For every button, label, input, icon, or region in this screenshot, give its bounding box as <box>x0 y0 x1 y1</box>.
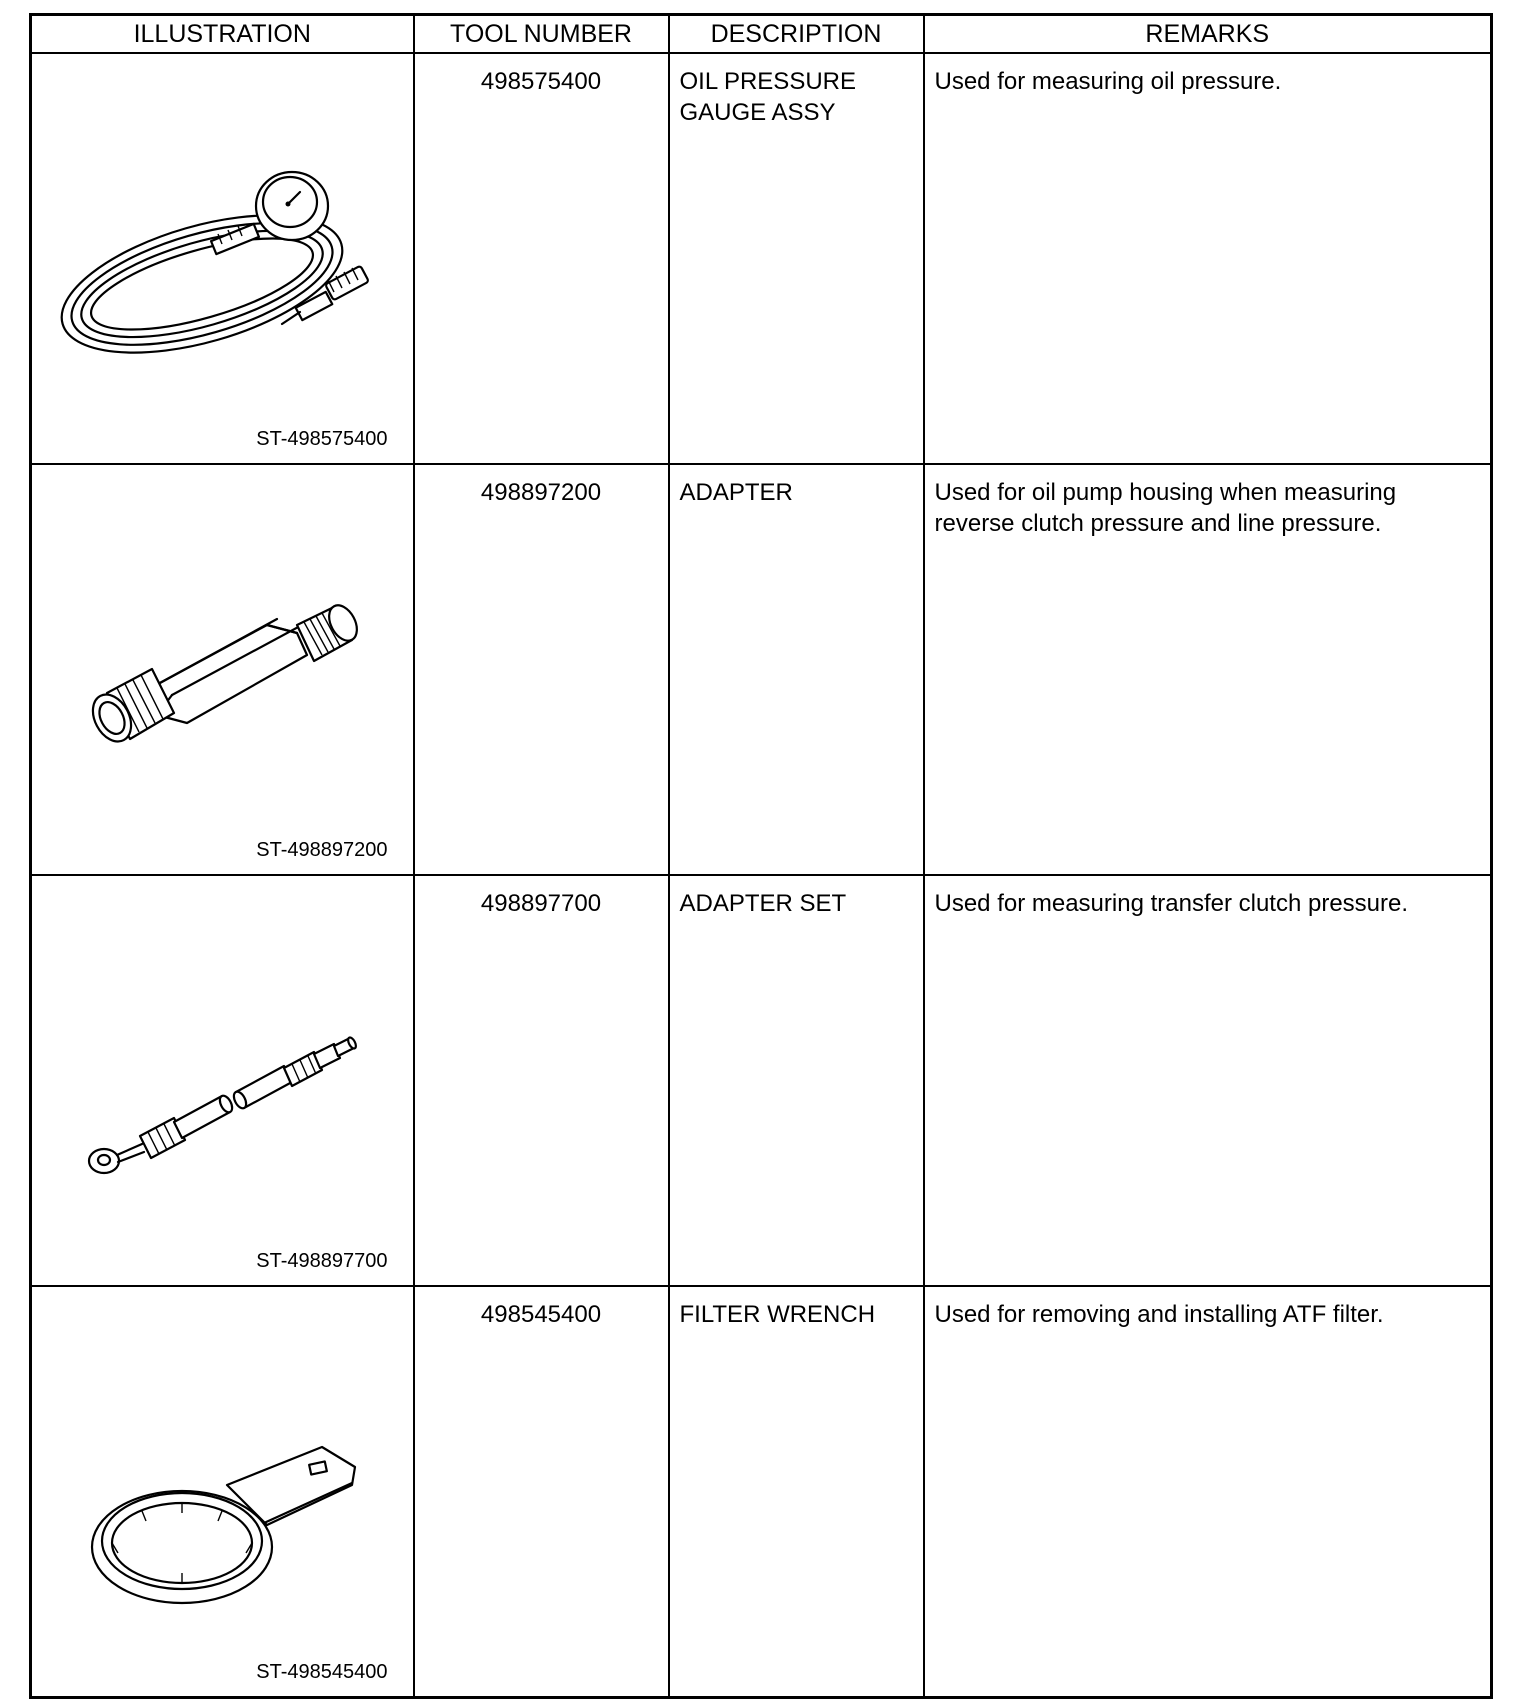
filter-wrench-icon <box>52 1367 372 1617</box>
table-header-row <box>31 15 1492 54</box>
illustration-cell <box>31 875 414 1286</box>
tool-number-cell <box>414 53 669 464</box>
tool-description: FILTER WRENCH <box>679 1301 876 1328</box>
illustration-caption: ST-498897700 <box>256 1250 388 1272</box>
adapter-icon <box>52 545 372 795</box>
remarks-cell <box>924 53 1492 464</box>
table-row <box>31 464 1492 875</box>
header-remarks: REMARKS <box>924 15 1492 54</box>
tool-description: ADAPTER SET <box>679 890 847 917</box>
description-cell <box>669 875 924 1286</box>
tool-remarks: Used for removing and installing ATF filter. <box>934 1301 1384 1328</box>
tool-number: 498897700 <box>480 890 602 917</box>
illustration-caption: ST-498575400 <box>256 428 388 450</box>
tool-number-cell <box>414 875 669 1286</box>
remarks-cell <box>924 464 1492 875</box>
header-description: DESCRIPTION <box>669 15 924 54</box>
tool-number: 498545400 <box>480 1301 602 1328</box>
tool-number: 498575400 <box>480 68 602 95</box>
special-tools-table <box>29 13 1493 1699</box>
adapter-set-icon <box>52 956 372 1206</box>
tool-number-cell <box>414 1286 669 1698</box>
table-row <box>31 53 1492 464</box>
illustration-cell <box>31 53 414 464</box>
tool-description: OIL PRESSURE GAUGE ASSY <box>679 68 856 126</box>
illustration-caption: ST-498897200 <box>256 839 388 861</box>
description-cell <box>669 1286 924 1698</box>
tool-number: 498897200 <box>480 479 602 506</box>
header-illustration: ILLUSTRATION <box>31 15 414 54</box>
table-row <box>31 1286 1492 1698</box>
illustration-caption: ST-498545400 <box>256 1661 388 1683</box>
tool-remarks: Used for oil pump housing when measuring reverse clutch pressure and line pressure. <box>934 479 1397 537</box>
illustration-cell <box>31 1286 414 1698</box>
table-row <box>31 875 1492 1286</box>
oil-pressure-gauge-icon <box>52 134 372 384</box>
illustration-cell <box>31 464 414 875</box>
description-cell <box>669 53 924 464</box>
tool-description: ADAPTER <box>679 479 793 506</box>
description-cell <box>669 464 924 875</box>
tool-number-cell <box>414 464 669 875</box>
remarks-cell <box>924 1286 1492 1698</box>
header-tool-number: TOOL NUMBER <box>414 15 669 54</box>
tool-remarks: Used for measuring oil pressure. <box>934 68 1282 95</box>
tool-remarks: Used for measuring transfer clutch pressure. <box>934 890 1409 917</box>
remarks-cell <box>924 875 1492 1286</box>
